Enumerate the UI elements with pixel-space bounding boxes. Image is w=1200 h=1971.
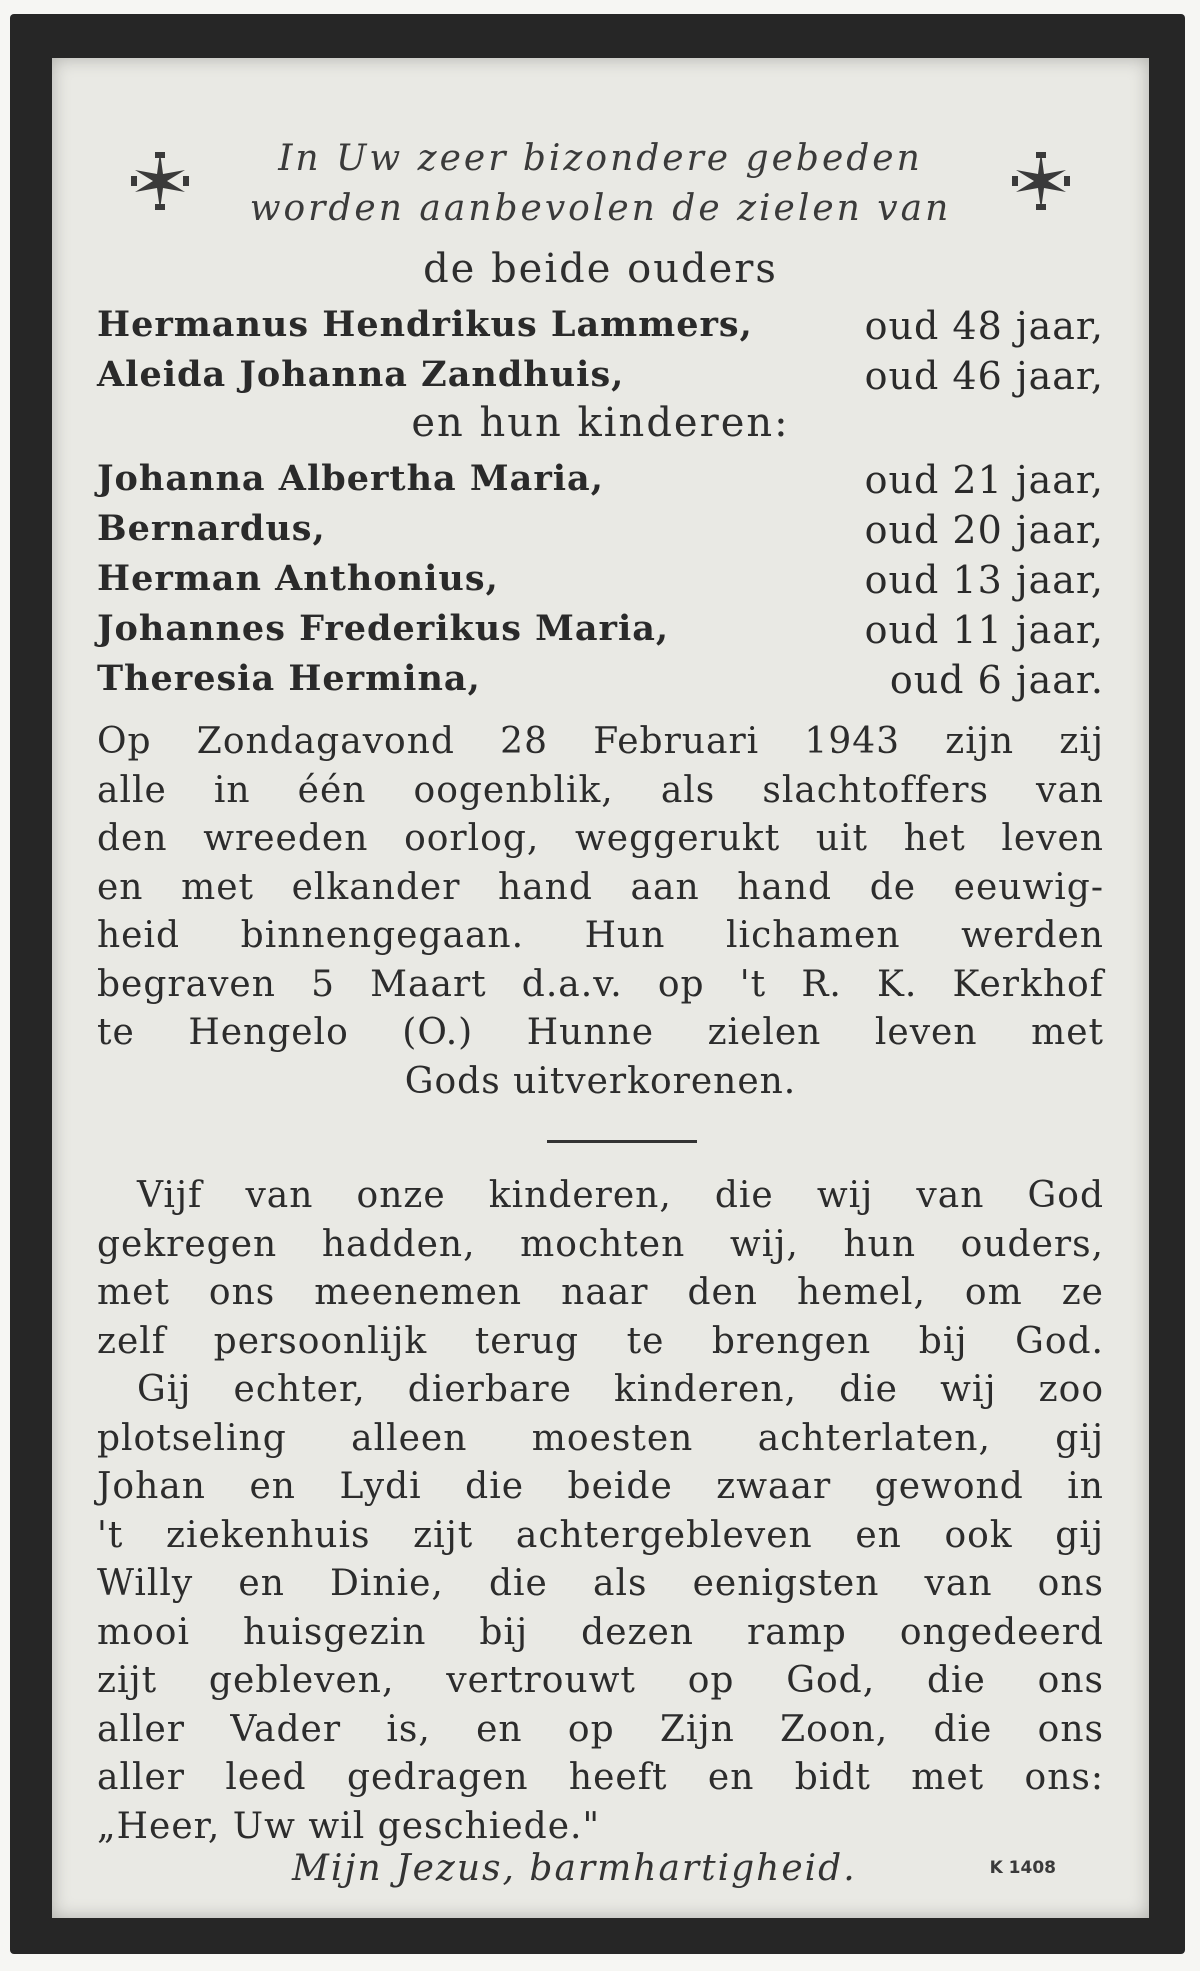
- child-name: Theresia Hermina,: [97, 658, 481, 699]
- text-line: met ons meenemen naar den hemel, om ze: [97, 1272, 1104, 1313]
- card-content: [97, 58, 1104, 1918]
- child-age: oud 13 jaar,: [864, 558, 1104, 602]
- memorial-card: [10, 14, 1185, 1954]
- child-name: Herman Anthonius,: [97, 558, 499, 599]
- parent-name: Hermanus Hendrikus Lammers,: [97, 304, 753, 345]
- child-age: oud 21 jaar,: [864, 458, 1104, 502]
- text-line: Johan en Lydi die beide zwaar gewond in: [97, 1466, 1104, 1507]
- child-age: oud 6 jaar.: [889, 658, 1104, 702]
- card-paper: [52, 58, 1149, 1918]
- child-row: [97, 508, 1104, 556]
- paragraph-message: [97, 1172, 1104, 1851]
- text-line: zelf persoonlijk terug te brengen bij God.: [97, 1320, 1104, 1362]
- text-line: „Heer, Uw wil geschiede.": [97, 1805, 601, 1847]
- text-line: Vijf van onze kinderen, die wij van God: [137, 1175, 1104, 1216]
- parent-age: oud 48 jaar,: [864, 304, 1104, 348]
- text-line: Op Zondagavond 28 Februari 1943 zijn zij: [97, 721, 1104, 762]
- card-footer: [97, 1848, 1104, 1898]
- text-line: aller leed gedragen heeft en bidt met ons:: [97, 1757, 1104, 1798]
- text-line: alle in één oogenblik, als slachtoffers van: [97, 769, 1104, 811]
- parents-heading: de beide ouders: [423, 246, 778, 292]
- child-name: Johanna Albertha Maria,: [97, 458, 604, 499]
- header-line-1: In Uw zeer bizondere gebeden: [278, 138, 923, 179]
- child-row: [97, 658, 1104, 706]
- parent-row: [97, 304, 1104, 352]
- footer-motto: Mijn Jezus, barmhartigheid.: [292, 1848, 857, 1889]
- card-header: [97, 136, 1104, 256]
- child-age: oud 11 jaar,: [864, 608, 1104, 652]
- divider: [547, 1140, 697, 1143]
- text-line: Gij echter, dierbare kinderen, die wij zoo: [137, 1369, 1104, 1410]
- text-line: zijt gebleven, vertrouwt op God, die ons: [97, 1660, 1104, 1701]
- header-line-2: worden aanbevolen de zielen van: [249, 188, 952, 229]
- child-row: [97, 608, 1104, 656]
- text-line: den wreeden oorlog, weggerukt uit het leven: [97, 818, 1104, 859]
- text-line: 't ziekenhuis zijt achtergebleven en ook gij: [97, 1514, 1104, 1556]
- text-line: Gods uitverkorenen.: [404, 1060, 797, 1102]
- child-name: Bernardus,: [97, 508, 326, 549]
- child-age: oud 20 jaar,: [864, 508, 1104, 552]
- child-name: Johannes Frederikus Maria,: [97, 608, 670, 649]
- parent-age: oud 46 jaar,: [864, 354, 1104, 398]
- parent-row: [97, 354, 1104, 402]
- children-heading: en hun kinderen:: [411, 400, 790, 446]
- text-line: aller Vader is, en op Zijn Zoon, die ons: [97, 1708, 1104, 1750]
- text-line: te Hengelo (O.) Hunne zielen leven met: [97, 1012, 1104, 1053]
- child-row: [97, 458, 1104, 506]
- text-line: gekregen hadden, mochten wij, hun ouders,: [97, 1223, 1104, 1265]
- print-code: K 1408: [989, 1858, 1056, 1878]
- text-line: begraven 5 Maart d.a.v. op 't R. K. Kerkhof: [97, 963, 1104, 1005]
- paragraph-event: [97, 718, 1104, 1106]
- text-line: plotseling alleen moesten achterlaten, gij: [97, 1417, 1104, 1459]
- child-row: [97, 558, 1104, 606]
- text-line: heid binnengegaan. Hun lichamen werden: [97, 915, 1104, 956]
- text-line: mooi huisgezin bij dezen ramp ongedeerd: [97, 1611, 1104, 1653]
- parent-name: Aleida Johanna Zandhuis,: [97, 354, 625, 395]
- text-line: Willy en Dinie, die als eenigsten van ons: [97, 1563, 1104, 1604]
- text-line: en met elkander hand aan hand de eeuwig-: [97, 866, 1104, 908]
- cross-icon: [1008, 148, 1074, 214]
